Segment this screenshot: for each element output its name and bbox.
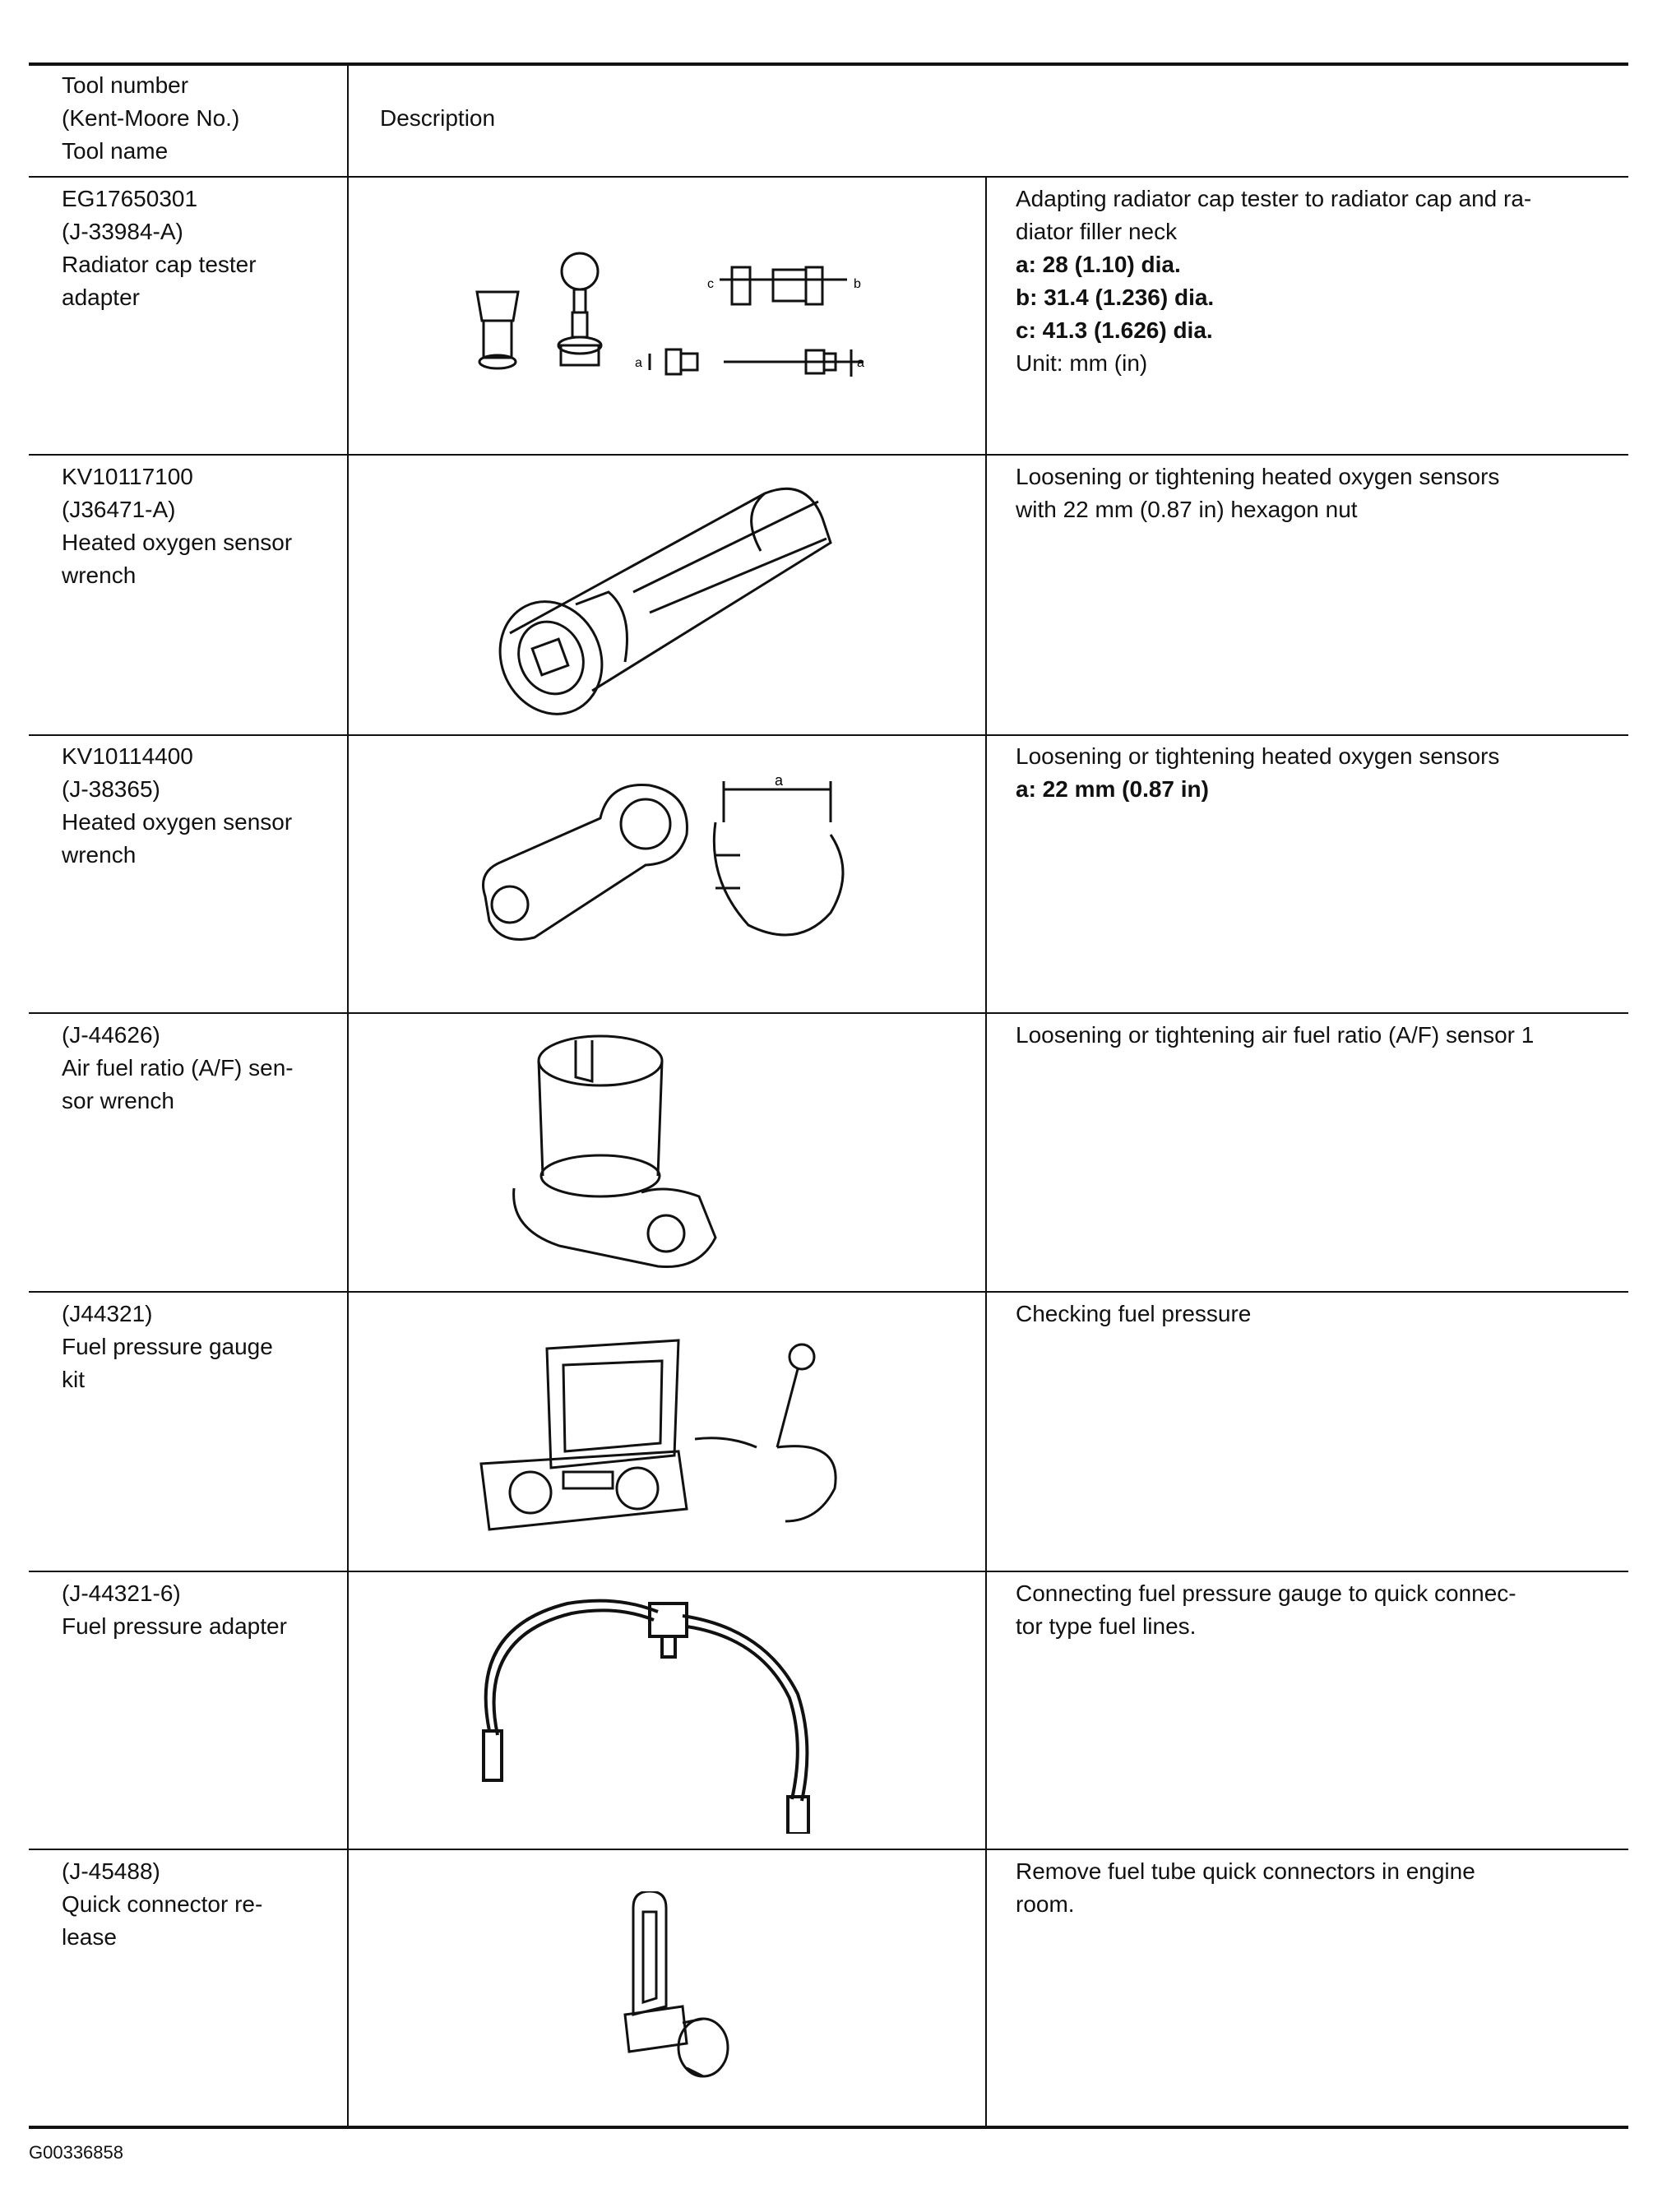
tool-name: sor wrench [62, 1088, 174, 1113]
tool-info-fuel-pressure-adapter [62, 1577, 287, 1643]
row-divider [29, 734, 1628, 736]
fuel-pressure-adapter-illustration [452, 1579, 839, 1834]
description-heated-oxygen-sensor-wrench [1016, 460, 1499, 526]
tool-number: KV10114400 [62, 743, 193, 769]
quick-connector-release-illustration [609, 1891, 748, 2089]
dimension-line: a: 28 (1.10) dia. [1016, 252, 1181, 277]
tool-number: KV10117100 [62, 464, 193, 489]
tool-info-radiator-cap-tester-adapter [62, 183, 257, 314]
kent-moore-number: (J-44626) [62, 1022, 160, 1048]
dimension-line: a: 22 mm (0.87 in) [1016, 776, 1209, 802]
kent-moore-number: (J-44321-6) [62, 1580, 181, 1606]
column-divider [985, 176, 987, 2128]
header-line: Tool number [62, 72, 189, 98]
row-divider [29, 1012, 1628, 1014]
kent-moore-number: (J-45488) [62, 1858, 160, 1884]
header-line: Tool name [62, 138, 169, 164]
tool-info-oxygen-sensor-wrench-j38365 [62, 740, 292, 872]
dim-label: a [775, 773, 784, 789]
tool-name: wrench [62, 562, 137, 588]
oxygen-sensor-socket-illustration [493, 469, 855, 724]
row-divider [29, 1849, 1628, 1850]
tool-info-air-fuel-ratio-sensor-wrench [62, 1019, 294, 1118]
header-divider [29, 176, 1628, 178]
tool-name: adapter [62, 285, 140, 310]
description-line: Loosening or tightening heated oxygen sensors [1016, 464, 1500, 489]
table-bottom-border [29, 2126, 1628, 2129]
row-divider [29, 1571, 1628, 1572]
dim-label: a [857, 356, 864, 370]
figure-code: G00336858 [29, 2142, 123, 2163]
description-line: Loosening or tightening heated oxygen sensors [1016, 743, 1500, 769]
fuel-pressure-gauge-kit-illustration [473, 1332, 859, 1538]
tool-number: EG17650301 [62, 186, 198, 211]
description-line: with 22 mm (0.87 in) hexagon nut [1016, 497, 1358, 522]
description-fuel-pressure-gauge-kit [1016, 1298, 1251, 1330]
description-line: Adapting radiator cap tester to radiator cap and ra- [1016, 186, 1532, 211]
description-fuel-pressure-adapter [1016, 1577, 1516, 1643]
dim-label: c [707, 277, 714, 291]
kent-moore-number: (J44321) [62, 1301, 153, 1326]
dim-label: a [635, 356, 642, 370]
tool-name: wrench [62, 842, 137, 868]
tool-name: Fuel pressure adapter [62, 1613, 287, 1639]
row-divider [29, 454, 1628, 456]
description-air-fuel-ratio-sensor-wrench [1016, 1019, 1534, 1052]
tool-name: kit [62, 1367, 85, 1392]
tool-name: Quick connector re- [62, 1891, 263, 1917]
description-line: diator filler neck [1016, 219, 1178, 244]
description-line: Checking fuel pressure [1016, 1301, 1252, 1326]
af-sensor-wrench-illustration [493, 1032, 757, 1279]
dimension-line: b: 31.4 (1.236) dia. [1016, 285, 1215, 310]
column-divider [347, 62, 349, 2128]
header-tool-column [62, 69, 239, 168]
tool-name: lease [62, 1924, 117, 1950]
tool-name: Radiator cap tester [62, 252, 257, 277]
radiator-cap-adapter-illustration [461, 247, 872, 395]
kent-moore-number: (J36471-A) [62, 497, 176, 522]
tool-info-fuel-pressure-gauge-kit [62, 1298, 273, 1396]
description-line: Connecting fuel pressure gauge to quick connec- [1016, 1580, 1516, 1606]
description-oxygen-sensor-wrench-j38365 [1016, 740, 1499, 806]
header-line: (Kent-Moore No.) [62, 105, 240, 131]
tool-name: Heated oxygen sensor [62, 809, 293, 835]
tool-name: Fuel pressure gauge [62, 1334, 273, 1359]
kent-moore-number: (J-38365) [62, 776, 160, 802]
description-radiator-cap-tester-adapter [1016, 183, 1531, 380]
table-top-border [29, 62, 1628, 66]
row-divider [29, 1291, 1628, 1293]
kent-moore-number: (J-33984-A) [62, 219, 183, 244]
dim-label: b [854, 277, 861, 291]
tool-info-heated-oxygen-sensor-wrench [62, 460, 292, 592]
tool-info-quick-connector-release [62, 1855, 262, 1954]
dimension-line: c: 41.3 (1.626) dia. [1016, 317, 1213, 343]
tool-name: Heated oxygen sensor [62, 530, 293, 555]
tool-name: Air fuel ratio (A/F) sen- [62, 1055, 294, 1081]
description-line: room. [1016, 1891, 1075, 1917]
description-line: Loosening or tightening air fuel ratio (A/F) sensor 1 [1016, 1022, 1535, 1048]
unit-line: Unit: mm (in) [1016, 350, 1148, 376]
description-line: Remove fuel tube quick connectors in engine [1016, 1858, 1475, 1884]
header-description: Description [380, 105, 496, 131]
flare-nut-wrench-illustration [469, 773, 855, 962]
description-line: tor type fuel lines. [1016, 1613, 1197, 1639]
description-quick-connector-release [1016, 1855, 1475, 1921]
